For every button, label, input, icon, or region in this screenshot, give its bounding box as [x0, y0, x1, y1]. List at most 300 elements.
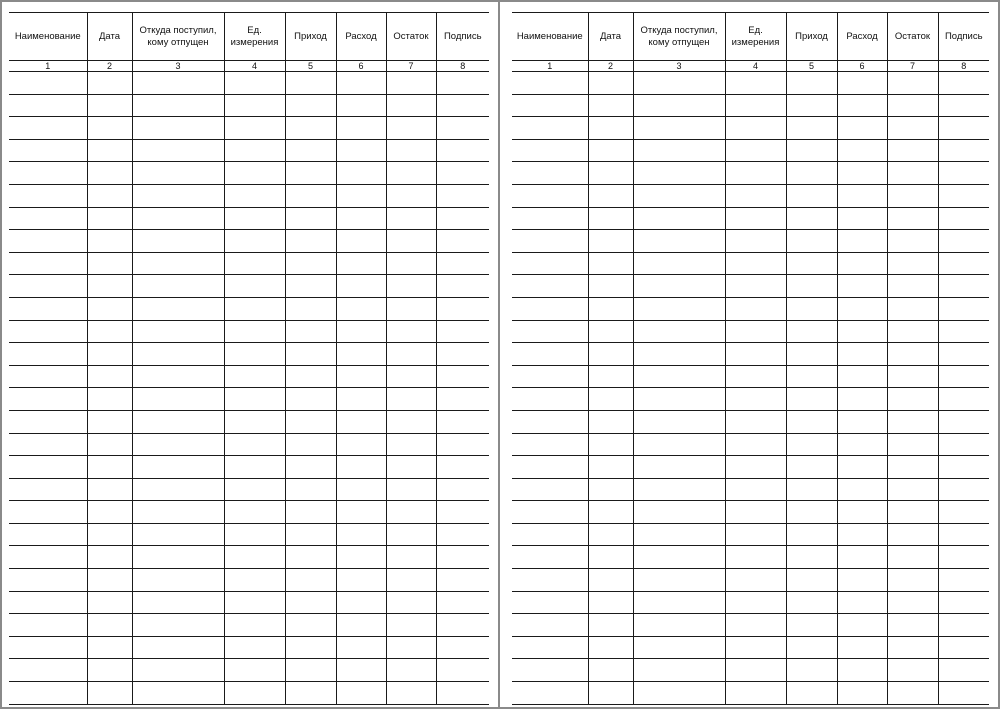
- table-cell[interactable]: [837, 478, 887, 501]
- table-cell[interactable]: [887, 184, 938, 207]
- table-cell[interactable]: [436, 591, 489, 614]
- table-cell[interactable]: [837, 501, 887, 524]
- table-cell[interactable]: [938, 365, 989, 388]
- table-cell[interactable]: [938, 478, 989, 501]
- table-cell[interactable]: [938, 433, 989, 456]
- table-cell[interactable]: [633, 614, 725, 637]
- table-cell[interactable]: [938, 94, 989, 117]
- table-cell[interactable]: [9, 569, 87, 592]
- table-cell[interactable]: [588, 343, 633, 366]
- table-cell[interactable]: [336, 410, 386, 433]
- table-cell[interactable]: [386, 297, 436, 320]
- table-cell[interactable]: [285, 94, 336, 117]
- table-cell[interactable]: [633, 162, 725, 185]
- table-cell[interactable]: [132, 207, 224, 230]
- table-cell[interactable]: [588, 139, 633, 162]
- table-cell[interactable]: [87, 139, 132, 162]
- table-cell[interactable]: [786, 546, 837, 569]
- table-cell[interactable]: [436, 184, 489, 207]
- table-cell[interactable]: [633, 297, 725, 320]
- table-cell[interactable]: [285, 72, 336, 95]
- table-cell[interactable]: [633, 456, 725, 479]
- table-cell[interactable]: [588, 207, 633, 230]
- table-cell[interactable]: [336, 320, 386, 343]
- table-cell[interactable]: [512, 682, 588, 705]
- table-cell[interactable]: [436, 94, 489, 117]
- table-cell[interactable]: [386, 230, 436, 253]
- table-cell[interactable]: [512, 569, 588, 592]
- table-cell[interactable]: [224, 207, 285, 230]
- table-cell[interactable]: [938, 184, 989, 207]
- table-cell[interactable]: [285, 456, 336, 479]
- table-cell[interactable]: [837, 388, 887, 411]
- table-cell[interactable]: [633, 659, 725, 682]
- table-cell[interactable]: [588, 501, 633, 524]
- table-cell[interactable]: [725, 523, 786, 546]
- table-cell[interactable]: [336, 162, 386, 185]
- table-cell[interactable]: [87, 614, 132, 637]
- table-cell[interactable]: [588, 72, 633, 95]
- table-cell[interactable]: [512, 94, 588, 117]
- table-cell[interactable]: [87, 478, 132, 501]
- table-cell[interactable]: [285, 478, 336, 501]
- table-cell[interactable]: [938, 501, 989, 524]
- table-cell[interactable]: [9, 410, 87, 433]
- table-cell[interactable]: [132, 343, 224, 366]
- table-cell[interactable]: [512, 139, 588, 162]
- table-cell[interactable]: [132, 433, 224, 456]
- table-cell[interactable]: [436, 343, 489, 366]
- table-cell[interactable]: [132, 546, 224, 569]
- table-cell[interactable]: [588, 94, 633, 117]
- table-cell[interactable]: [725, 365, 786, 388]
- table-cell[interactable]: [786, 456, 837, 479]
- table-cell[interactable]: [436, 478, 489, 501]
- table-cell[interactable]: [887, 275, 938, 298]
- table-cell[interactable]: [285, 614, 336, 637]
- table-cell[interactable]: [837, 614, 887, 637]
- table-cell[interactable]: [887, 252, 938, 275]
- table-cell[interactable]: [786, 614, 837, 637]
- table-cell[interactable]: [132, 569, 224, 592]
- table-cell[interactable]: [336, 297, 386, 320]
- table-cell[interactable]: [938, 297, 989, 320]
- table-cell[interactable]: [386, 433, 436, 456]
- table-cell[interactable]: [837, 162, 887, 185]
- table-cell[interactable]: [837, 365, 887, 388]
- table-cell[interactable]: [9, 320, 87, 343]
- table-cell[interactable]: [725, 184, 786, 207]
- table-cell[interactable]: [588, 297, 633, 320]
- table-cell[interactable]: [224, 320, 285, 343]
- table-cell[interactable]: [786, 72, 837, 95]
- table-cell[interactable]: [588, 365, 633, 388]
- table-cell[interactable]: [87, 433, 132, 456]
- table-cell[interactable]: [87, 591, 132, 614]
- table-cell[interactable]: [633, 230, 725, 253]
- table-cell[interactable]: [887, 659, 938, 682]
- table-cell[interactable]: [132, 184, 224, 207]
- table-cell[interactable]: [887, 343, 938, 366]
- table-cell[interactable]: [938, 388, 989, 411]
- table-cell[interactable]: [132, 252, 224, 275]
- table-cell[interactable]: [436, 433, 489, 456]
- table-cell[interactable]: [633, 569, 725, 592]
- table-cell[interactable]: [938, 659, 989, 682]
- table-cell[interactable]: [725, 72, 786, 95]
- table-cell[interactable]: [588, 230, 633, 253]
- table-cell[interactable]: [938, 207, 989, 230]
- table-cell[interactable]: [87, 320, 132, 343]
- table-cell[interactable]: [132, 297, 224, 320]
- table-cell[interactable]: [87, 297, 132, 320]
- table-cell[interactable]: [633, 275, 725, 298]
- table-cell[interactable]: [786, 320, 837, 343]
- table-cell[interactable]: [132, 682, 224, 705]
- table-cell[interactable]: [938, 456, 989, 479]
- table-cell[interactable]: [938, 230, 989, 253]
- table-cell[interactable]: [132, 365, 224, 388]
- table-cell[interactable]: [9, 184, 87, 207]
- table-cell[interactable]: [887, 72, 938, 95]
- table-cell[interactable]: [224, 591, 285, 614]
- table-cell[interactable]: [837, 569, 887, 592]
- table-cell[interactable]: [9, 139, 87, 162]
- table-cell[interactable]: [837, 659, 887, 682]
- table-cell[interactable]: [285, 252, 336, 275]
- table-cell[interactable]: [386, 94, 436, 117]
- table-cell[interactable]: [512, 614, 588, 637]
- table-cell[interactable]: [132, 320, 224, 343]
- table-cell[interactable]: [132, 591, 224, 614]
- table-cell[interactable]: [887, 546, 938, 569]
- table-cell[interactable]: [436, 320, 489, 343]
- table-cell[interactable]: [588, 388, 633, 411]
- table-cell[interactable]: [9, 636, 87, 659]
- table-cell[interactable]: [386, 456, 436, 479]
- table-cell[interactable]: [386, 478, 436, 501]
- table-cell[interactable]: [336, 636, 386, 659]
- table-cell[interactable]: [285, 546, 336, 569]
- table-cell[interactable]: [512, 659, 588, 682]
- table-cell[interactable]: [386, 636, 436, 659]
- table-cell[interactable]: [938, 546, 989, 569]
- table-cell[interactable]: [9, 252, 87, 275]
- table-cell[interactable]: [837, 523, 887, 546]
- table-cell[interactable]: [285, 569, 336, 592]
- table-cell[interactable]: [436, 297, 489, 320]
- table-cell[interactable]: [887, 365, 938, 388]
- table-cell[interactable]: [512, 162, 588, 185]
- table-cell[interactable]: [725, 501, 786, 524]
- table-cell[interactable]: [87, 117, 132, 140]
- table-cell[interactable]: [938, 139, 989, 162]
- table-cell[interactable]: [633, 117, 725, 140]
- table-cell[interactable]: [224, 569, 285, 592]
- table-cell[interactable]: [87, 365, 132, 388]
- table-cell[interactable]: [386, 275, 436, 298]
- table-cell[interactable]: [725, 682, 786, 705]
- table-cell[interactable]: [336, 388, 386, 411]
- table-cell[interactable]: [386, 320, 436, 343]
- table-cell[interactable]: [436, 614, 489, 637]
- table-cell[interactable]: [512, 275, 588, 298]
- table-cell[interactable]: [837, 636, 887, 659]
- table-cell[interactable]: [588, 659, 633, 682]
- table-cell[interactable]: [725, 230, 786, 253]
- table-cell[interactable]: [9, 275, 87, 298]
- table-cell[interactable]: [837, 433, 887, 456]
- table-cell[interactable]: [9, 72, 87, 95]
- table-cell[interactable]: [725, 320, 786, 343]
- table-cell[interactable]: [725, 252, 786, 275]
- table-cell[interactable]: [633, 320, 725, 343]
- table-cell[interactable]: [336, 94, 386, 117]
- table-cell[interactable]: [336, 184, 386, 207]
- table-cell[interactable]: [436, 501, 489, 524]
- table-cell[interactable]: [512, 433, 588, 456]
- table-cell[interactable]: [87, 569, 132, 592]
- table-cell[interactable]: [9, 117, 87, 140]
- table-cell[interactable]: [938, 320, 989, 343]
- table-cell[interactable]: [285, 523, 336, 546]
- table-cell[interactable]: [938, 636, 989, 659]
- table-cell[interactable]: [837, 297, 887, 320]
- table-cell[interactable]: [336, 523, 386, 546]
- table-cell[interactable]: [887, 207, 938, 230]
- table-cell[interactable]: [224, 388, 285, 411]
- table-cell[interactable]: [786, 117, 837, 140]
- table-cell[interactable]: [336, 682, 386, 705]
- table-cell[interactable]: [9, 207, 87, 230]
- table-cell[interactable]: [436, 117, 489, 140]
- table-cell[interactable]: [512, 72, 588, 95]
- table-cell[interactable]: [336, 343, 386, 366]
- table-cell[interactable]: [725, 162, 786, 185]
- table-cell[interactable]: [336, 478, 386, 501]
- table-cell[interactable]: [285, 162, 336, 185]
- table-cell[interactable]: [725, 636, 786, 659]
- table-cell[interactable]: [633, 184, 725, 207]
- table-cell[interactable]: [386, 659, 436, 682]
- table-cell[interactable]: [436, 546, 489, 569]
- table-cell[interactable]: [633, 478, 725, 501]
- table-cell[interactable]: [887, 614, 938, 637]
- table-cell[interactable]: [386, 207, 436, 230]
- table-cell[interactable]: [132, 456, 224, 479]
- table-cell[interactable]: [224, 343, 285, 366]
- table-cell[interactable]: [633, 636, 725, 659]
- table-cell[interactable]: [786, 275, 837, 298]
- table-cell[interactable]: [285, 320, 336, 343]
- table-cell[interactable]: [386, 591, 436, 614]
- table-cell[interactable]: [588, 614, 633, 637]
- table-cell[interactable]: [588, 252, 633, 275]
- table-cell[interactable]: [285, 501, 336, 524]
- table-cell[interactable]: [938, 614, 989, 637]
- table-cell[interactable]: [336, 252, 386, 275]
- table-cell[interactable]: [786, 207, 837, 230]
- table-cell[interactable]: [87, 682, 132, 705]
- table-cell[interactable]: [386, 72, 436, 95]
- table-cell[interactable]: [386, 388, 436, 411]
- table-cell[interactable]: [786, 523, 837, 546]
- table-cell[interactable]: [786, 252, 837, 275]
- table-cell[interactable]: [224, 252, 285, 275]
- table-cell[interactable]: [725, 456, 786, 479]
- table-cell[interactable]: [285, 433, 336, 456]
- table-cell[interactable]: [436, 72, 489, 95]
- table-cell[interactable]: [436, 569, 489, 592]
- table-cell[interactable]: [386, 682, 436, 705]
- table-cell[interactable]: [436, 230, 489, 253]
- table-cell[interactable]: [512, 410, 588, 433]
- table-cell[interactable]: [436, 207, 489, 230]
- table-cell[interactable]: [132, 94, 224, 117]
- table-cell[interactable]: [224, 162, 285, 185]
- table-cell[interactable]: [633, 523, 725, 546]
- table-cell[interactable]: [224, 297, 285, 320]
- table-cell[interactable]: [887, 139, 938, 162]
- table-cell[interactable]: [9, 659, 87, 682]
- table-cell[interactable]: [224, 72, 285, 95]
- table-cell[interactable]: [938, 275, 989, 298]
- table-cell[interactable]: [224, 275, 285, 298]
- table-cell[interactable]: [87, 659, 132, 682]
- table-cell[interactable]: [87, 252, 132, 275]
- table-cell[interactable]: [285, 388, 336, 411]
- table-cell[interactable]: [887, 569, 938, 592]
- table-cell[interactable]: [436, 636, 489, 659]
- table-cell[interactable]: [725, 614, 786, 637]
- table-cell[interactable]: [9, 614, 87, 637]
- table-cell[interactable]: [9, 365, 87, 388]
- table-cell[interactable]: [9, 230, 87, 253]
- table-cell[interactable]: [837, 275, 887, 298]
- table-cell[interactable]: [224, 94, 285, 117]
- table-cell[interactable]: [9, 343, 87, 366]
- table-cell[interactable]: [336, 546, 386, 569]
- table-cell[interactable]: [588, 117, 633, 140]
- table-cell[interactable]: [386, 162, 436, 185]
- table-cell[interactable]: [336, 433, 386, 456]
- table-cell[interactable]: [336, 207, 386, 230]
- table-cell[interactable]: [87, 343, 132, 366]
- table-cell[interactable]: [336, 275, 386, 298]
- table-cell[interactable]: [588, 682, 633, 705]
- table-cell[interactable]: [837, 410, 887, 433]
- table-cell[interactable]: [633, 682, 725, 705]
- table-cell[interactable]: [386, 569, 436, 592]
- table-cell[interactable]: [87, 456, 132, 479]
- table-cell[interactable]: [887, 501, 938, 524]
- table-cell[interactable]: [132, 139, 224, 162]
- table-cell[interactable]: [436, 365, 489, 388]
- table-cell[interactable]: [786, 230, 837, 253]
- table-cell[interactable]: [837, 72, 887, 95]
- table-cell[interactable]: [938, 72, 989, 95]
- table-cell[interactable]: [633, 410, 725, 433]
- table-cell[interactable]: [512, 252, 588, 275]
- table-cell[interactable]: [512, 343, 588, 366]
- table-cell[interactable]: [786, 365, 837, 388]
- table-cell[interactable]: [938, 343, 989, 366]
- table-cell[interactable]: [633, 207, 725, 230]
- table-cell[interactable]: [285, 230, 336, 253]
- table-cell[interactable]: [336, 614, 386, 637]
- table-cell[interactable]: [132, 388, 224, 411]
- table-cell[interactable]: [786, 343, 837, 366]
- table-cell[interactable]: [386, 343, 436, 366]
- table-cell[interactable]: [837, 546, 887, 569]
- table-cell[interactable]: [512, 230, 588, 253]
- table-cell[interactable]: [725, 388, 786, 411]
- table-cell[interactable]: [87, 501, 132, 524]
- table-cell[interactable]: [588, 569, 633, 592]
- table-cell[interactable]: [887, 456, 938, 479]
- table-cell[interactable]: [633, 94, 725, 117]
- table-cell[interactable]: [588, 478, 633, 501]
- table-cell[interactable]: [436, 275, 489, 298]
- table-cell[interactable]: [285, 365, 336, 388]
- table-cell[interactable]: [512, 184, 588, 207]
- table-cell[interactable]: [887, 410, 938, 433]
- table-cell[interactable]: [224, 117, 285, 140]
- table-cell[interactable]: [887, 162, 938, 185]
- table-cell[interactable]: [386, 252, 436, 275]
- table-cell[interactable]: [336, 456, 386, 479]
- table-cell[interactable]: [336, 365, 386, 388]
- table-cell[interactable]: [725, 410, 786, 433]
- table-cell[interactable]: [9, 478, 87, 501]
- table-cell[interactable]: [837, 230, 887, 253]
- table-cell[interactable]: [588, 523, 633, 546]
- table-cell[interactable]: [336, 659, 386, 682]
- table-cell[interactable]: [725, 94, 786, 117]
- table-cell[interactable]: [887, 591, 938, 614]
- table-cell[interactable]: [837, 682, 887, 705]
- table-cell[interactable]: [786, 478, 837, 501]
- table-cell[interactable]: [9, 682, 87, 705]
- table-cell[interactable]: [512, 546, 588, 569]
- table-cell[interactable]: [87, 207, 132, 230]
- table-cell[interactable]: [132, 636, 224, 659]
- table-cell[interactable]: [633, 139, 725, 162]
- table-cell[interactable]: [725, 546, 786, 569]
- table-cell[interactable]: [786, 388, 837, 411]
- table-cell[interactable]: [837, 252, 887, 275]
- table-cell[interactable]: [887, 523, 938, 546]
- table-cell[interactable]: [386, 117, 436, 140]
- table-cell[interactable]: [285, 297, 336, 320]
- table-cell[interactable]: [837, 591, 887, 614]
- table-cell[interactable]: [588, 546, 633, 569]
- table-cell[interactable]: [633, 365, 725, 388]
- table-cell[interactable]: [132, 117, 224, 140]
- table-cell[interactable]: [224, 501, 285, 524]
- table-cell[interactable]: [512, 117, 588, 140]
- table-cell[interactable]: [285, 591, 336, 614]
- table-cell[interactable]: [512, 456, 588, 479]
- table-cell[interactable]: [87, 388, 132, 411]
- table-cell[interactable]: [512, 388, 588, 411]
- table-cell[interactable]: [132, 659, 224, 682]
- table-cell[interactable]: [837, 184, 887, 207]
- table-cell[interactable]: [512, 297, 588, 320]
- table-cell[interactable]: [938, 410, 989, 433]
- table-cell[interactable]: [224, 139, 285, 162]
- table-cell[interactable]: [436, 523, 489, 546]
